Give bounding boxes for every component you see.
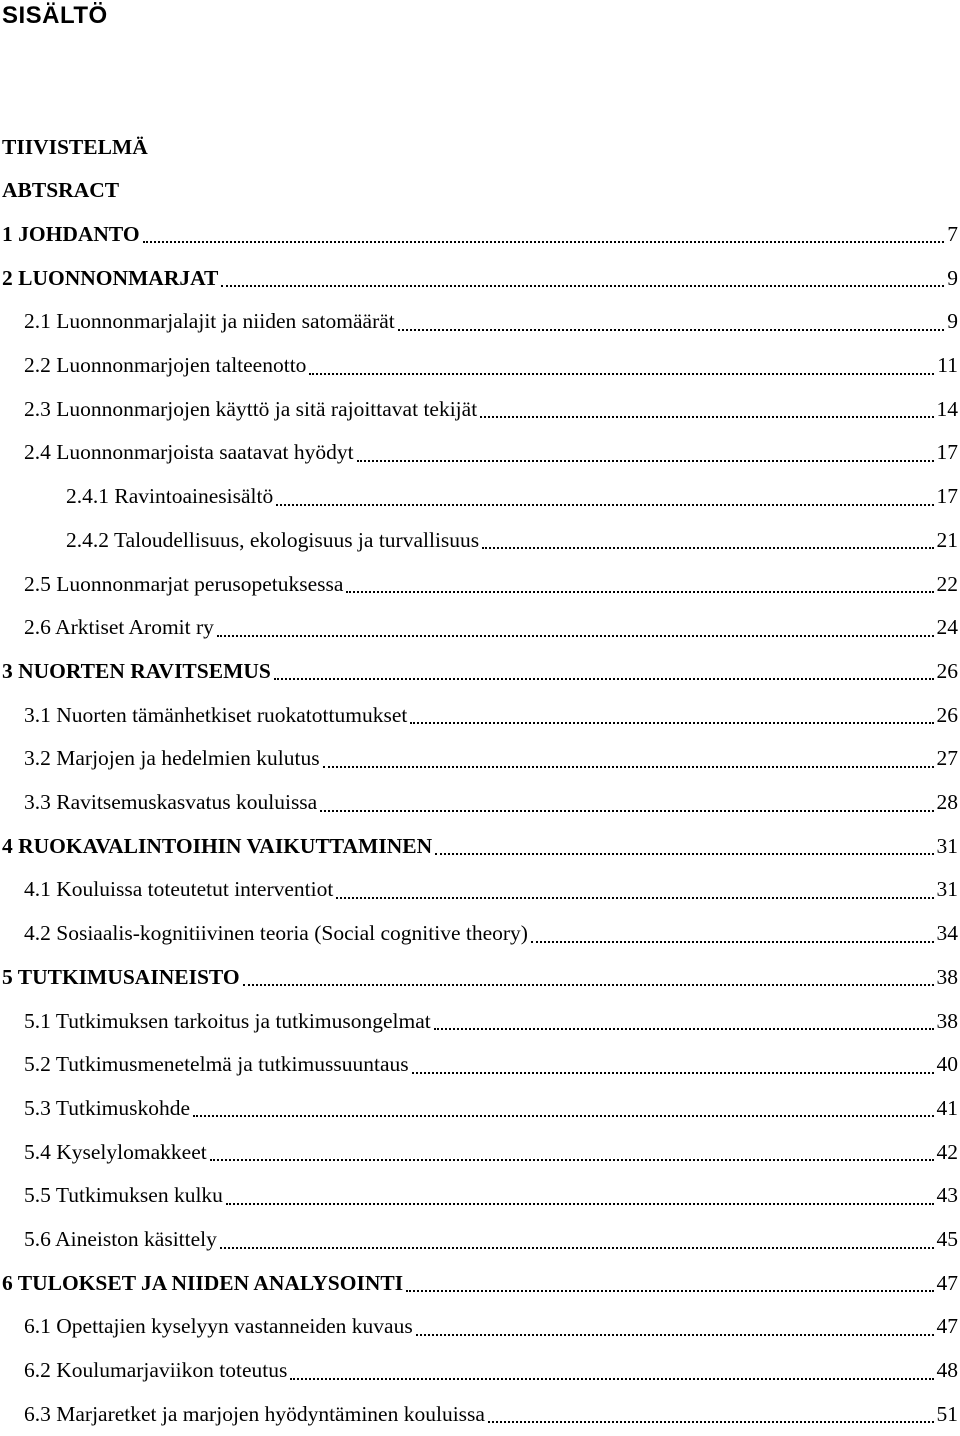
toc-entry-page-number: 26 — [936, 658, 958, 683]
dot-leader — [290, 1378, 933, 1380]
toc-entry-page-number: 42 — [936, 1139, 958, 1164]
toc-entry-label: 5.3 Tutkimuskohde — [24, 1095, 191, 1120]
dot-leader — [406, 1290, 933, 1292]
toc-entry[interactable] — [0, 125, 960, 169]
toc-entry[interactable] — [0, 868, 960, 912]
dot-leader — [323, 766, 934, 768]
toc-entry-label: 5.5 Tutkimuksen kulku — [24, 1183, 223, 1208]
toc-entry-label: 3.2 Marjojen ja hedelmien kulutus — [24, 746, 320, 771]
toc-entry[interactable] — [0, 999, 960, 1043]
toc-entry-label: TIIVISTELMÄ — [2, 134, 148, 159]
toc-entry-page-number: 47 — [936, 1314, 958, 1339]
toc-entry-label: 6.1 Opettajien kyselyyn vastanneiden kuvaus — [24, 1314, 413, 1339]
toc-entry-label: 5.2 Tutkimusmenetelmä ja tutkimussuuntaus — [24, 1052, 409, 1077]
toc-entry-label: 2.3 Luonnonmarjojen käyttö ja sitä rajoittavat tekijät — [24, 396, 478, 421]
dot-leader — [220, 1247, 934, 1249]
toc-entry-label: 4.2 Sosiaalis-kognitiivinen teoria (Social cognitive theory) — [24, 921, 528, 946]
toc-entry[interactable] — [0, 212, 960, 256]
toc-entry-label: ABTSRACT — [2, 178, 120, 203]
toc-entry-page-number: 34 — [936, 921, 958, 946]
toc-entry-page-number: 38 — [936, 964, 958, 989]
toc-entry[interactable] — [0, 431, 960, 475]
dot-leader — [488, 1421, 934, 1423]
toc-entry-label: 2.4.1 Ravintoainesisältö — [66, 484, 274, 509]
toc-entry[interactable] — [0, 169, 960, 213]
dot-leader — [482, 547, 933, 549]
toc-entry-page-number: 9 — [947, 265, 958, 290]
toc-entry-label: 3 NUORTEN RAVITSEMUS — [2, 658, 271, 683]
toc-entry[interactable] — [0, 824, 960, 868]
dot-leader — [274, 678, 934, 680]
toc-entry-label: 5.6 Aineiston käsittely — [24, 1227, 217, 1251]
dot-leader — [309, 373, 934, 375]
dot-leader — [398, 329, 944, 331]
toc-entry[interactable] — [0, 606, 960, 650]
toc-entry-label: 5.4 Kyselylomakkeet — [24, 1139, 207, 1164]
dot-leader — [217, 635, 934, 637]
toc-entry-label: 5 TUTKIMUSAINEISTO — [2, 964, 240, 989]
dot-leader — [336, 897, 933, 899]
toc-entry[interactable] — [0, 475, 960, 519]
toc-entry-page-number: 38 — [936, 1008, 958, 1033]
dot-leader — [346, 591, 933, 593]
dot-leader — [435, 853, 933, 855]
dot-leader — [320, 810, 933, 812]
dot-leader — [221, 285, 944, 287]
toc-entry-label: 2.6 Arktiset Aromit ry — [24, 615, 214, 640]
toc-entry-page-number: 7 — [947, 221, 958, 246]
toc-entry[interactable] — [0, 256, 960, 300]
toc-entry[interactable] — [0, 1174, 960, 1218]
toc-entry-page-number: 14 — [936, 396, 958, 421]
dot-leader — [243, 984, 934, 986]
toc-entry[interactable] — [0, 1305, 960, 1349]
dot-leader — [226, 1203, 934, 1205]
toc-entry[interactable] — [0, 1130, 960, 1174]
toc-entry[interactable] — [0, 955, 960, 999]
toc-entry-label: 2.5 Luonnonmarjat perusopetuksessa — [24, 571, 344, 596]
toc-entry-page-number: 27 — [936, 746, 958, 771]
dot-leader — [410, 722, 933, 724]
page-title: SISÄLTÖ — [2, 2, 108, 29]
toc-entry[interactable] — [0, 912, 960, 956]
toc-entry[interactable] — [0, 1349, 960, 1393]
toc-entry[interactable] — [0, 1392, 960, 1436]
toc-entry[interactable] — [0, 300, 960, 344]
toc-entry[interactable] — [0, 344, 960, 388]
dot-leader — [193, 1115, 933, 1117]
toc-entry[interactable] — [0, 387, 960, 431]
toc-entry[interactable] — [0, 693, 960, 737]
toc-entry-label: 2 LUONNONMARJAT — [2, 265, 219, 290]
dot-leader — [276, 504, 933, 506]
toc-entry-page-number: 47 — [936, 1270, 958, 1295]
toc-entry-page-number: 51 — [936, 1401, 958, 1426]
dot-leader — [416, 1334, 934, 1336]
dot-leader — [143, 241, 945, 243]
toc-entry-page-number: 11 — [937, 353, 958, 377]
dot-leader — [357, 460, 934, 462]
toc-entry-label: 3.1 Nuorten tämänhetkiset ruokatottumukset — [24, 702, 408, 727]
toc-entry-page-number: 22 — [936, 571, 958, 596]
toc-entry-page-number: 21 — [936, 527, 958, 552]
dot-leader — [412, 1072, 934, 1074]
toc-entry-page-number: 43 — [936, 1183, 958, 1208]
toc-entry-label: 3.3 Ravitsemuskasvatus kouluissa — [24, 790, 318, 814]
toc-entry-page-number: 48 — [936, 1358, 958, 1383]
dot-leader — [531, 941, 934, 943]
dot-leader — [480, 416, 933, 418]
dot-leader — [434, 1028, 934, 1030]
toc-entry[interactable] — [0, 649, 960, 693]
toc-entry-label: 6.2 Koulumarjaviikon toteutus — [24, 1358, 288, 1383]
toc-entry[interactable] — [0, 518, 960, 562]
toc-entry-label: 6.3 Marjaretket ja marjojen hyödyntäminen kouluissa — [24, 1401, 485, 1426]
toc-entry[interactable] — [0, 1086, 960, 1130]
toc-entry[interactable] — [0, 1218, 960, 1262]
toc-entry-page-number: 24 — [936, 615, 958, 640]
toc-entry[interactable] — [0, 1043, 960, 1087]
toc-entry-page-number: 31 — [936, 877, 958, 902]
toc-entry-page-number: 26 — [936, 702, 958, 727]
toc-entry-label: 2.4 Luonnonmarjoista saatavat hyödyt — [24, 440, 354, 465]
toc-entry-page-number: 41 — [936, 1095, 958, 1120]
dot-leader — [210, 1159, 934, 1161]
toc-entry-page-number: 9 — [947, 309, 958, 334]
toc-entry[interactable] — [0, 737, 960, 781]
toc-entry[interactable] — [0, 781, 960, 825]
toc-entry-label: 6 TULOKSET JA NIIDEN ANALYSOINTI — [2, 1270, 404, 1295]
toc-entry-page-number: 31 — [936, 833, 958, 858]
toc-entry-page-number: 17 — [936, 440, 958, 465]
toc-entry-label: 2.1 Luonnonmarjalajit ja niiden satomäärät — [24, 309, 395, 334]
toc-entry-page-number: 45 — [936, 1227, 958, 1251]
toc-entry-label: 2.2 Luonnonmarjojen talteenotto — [24, 353, 307, 377]
toc-entry-page-number: 28 — [936, 790, 958, 814]
toc-entry-label: 1 JOHDANTO — [2, 221, 140, 246]
toc-entry-page-number: 40 — [936, 1052, 958, 1077]
toc-entry-label: 4.1 Kouluissa toteutetut interventiot — [24, 877, 334, 902]
toc-entry-label: 5.1 Tutkimuksen tarkoitus ja tutkimusongelmat — [24, 1008, 431, 1033]
toc-entry-page-number: 17 — [936, 484, 958, 509]
toc-entry-label: 4 RUOKAVALINTOIHIN VAIKUTTAMINEN — [2, 833, 433, 858]
toc-entry[interactable] — [0, 562, 960, 606]
toc-entry[interactable] — [0, 1261, 960, 1305]
toc-entry-label: 2.4.2 Taloudellisuus, ekologisuus ja turvallisuus — [66, 527, 480, 552]
